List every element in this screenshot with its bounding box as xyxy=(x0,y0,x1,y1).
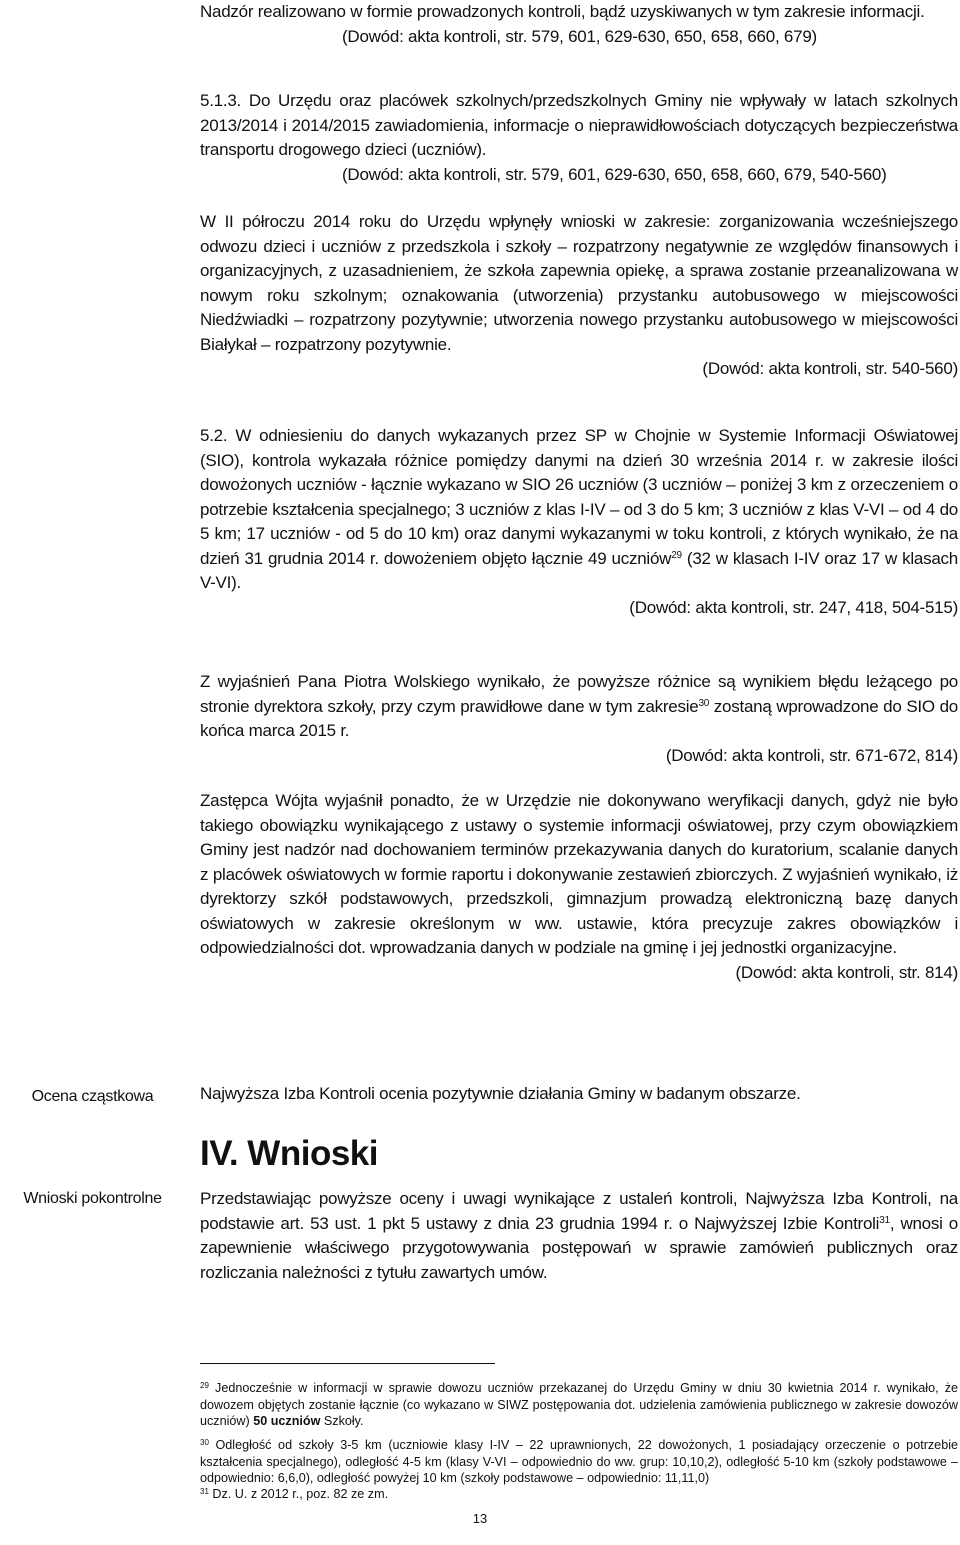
section-5-1-3 xyxy=(200,89,958,187)
footnote-ref-30[interactable]: 30 xyxy=(698,697,710,709)
post-audit-label: Wnioski pokontrolne xyxy=(23,1190,162,1207)
partial-assessment-label: Ocena cząstkowa xyxy=(31,1088,154,1105)
evidence-reference: (Dowód: akta kontroli, str. 579, 601, 629-630, 650, 658, 660, 679, 540-560) xyxy=(342,164,887,184)
evidence-reference: (Dowód: akta kontroli, str. 671-672, 814) xyxy=(665,745,958,765)
explanations-text-end: zostaną wprowadzone do SIO do końca marca 2015 r. xyxy=(200,696,958,740)
post-audit-block xyxy=(200,1187,958,1285)
footnote-30 xyxy=(200,1437,958,1487)
section-5-1-3-paragraph: 5.1.3. Do Urzędu oraz placówek szkolnych/przedszkolnych Gminy nie wpływały w latach szkolnych 2013/2014 i 2014/2015 zawiadomienia, informacje o nieprawidłowościach dotyczących bezpieczeństwa transportu drogowego dzieci (uczniów). xyxy=(200,91,958,159)
explanations-text: Z wyjaśnień Pana Piotra Wolskiego wynikało, że powyższe różnice są wynikiem błędu leżącego po stronie dyrektora szkoły, przy czym prawidłowe dane w tym zakresie xyxy=(200,672,958,716)
intro-paragraph: Nadzór realizowano w formie prowadzonych kontroli, bądź uzyskiwanych w tym zakresie informacji. xyxy=(200,2,925,21)
section-5-2-paragraph xyxy=(200,424,958,596)
explanations-paragraph xyxy=(200,670,958,744)
footnote-31 xyxy=(200,1486,958,1503)
deputy-paragraph: Zastępca Wójta wyjaśnił ponadto, że w Urzędzie nie dokonywano weryfikacji danych, gdyż nie było takiego obowiązku wynikającego z ustawy o systemie informacji oświatowej, przy czym obowiązkiem Gminy jest nadzór nad dochowaniem terminów przekazywania danych do kuratorium, scalanie danych z placówek oświatowych w formie raportu i dokonywanie zestawień zbiorczych. Z wyjaśnień wynikało, iż dyrektorzy szkół podstawowych, przedszkoli, gimnazjum prowadzą elektroniczną bazę danych oświatowych w zakresie określonym w ww. ustawie, która precyzuje zakres obowiązków i odpowiedzialności dot. wprowadzania danych w podziale na gminę i jej jednostki organizacyjne. xyxy=(200,791,958,957)
footnote-text-end: Szkoły. xyxy=(320,1414,364,1428)
footnote-number: 29 xyxy=(200,1381,209,1390)
section-heading: IV. Wnioski xyxy=(200,1134,378,1173)
footnote-ref-29[interactable]: 29 xyxy=(671,549,682,561)
partial-assessment-text: Najwyższa Izba Kontroli ocenia pozytywnie działania Gminy w badanym obszarze. xyxy=(200,1084,801,1103)
post-audit-text: Przedstawiając powyższe oceny i uwagi wynikające z ustaleń kontroli, Najwyższa Izba Kontroli, na podstawie art. 53 ust. 1 pkt 5 ustawy z dnia 23 grudnia 1994 r. o Najwyższej Izbie Kontroli xyxy=(200,1189,958,1233)
footnote-text: Jednocześnie w informacji w sprawie dowozu uczniów przekazanej do Urzędu Gminy w dniu 30 kwietnia 2014 r. wynikało, że dowozem objętych zostanie łącznie (co wykazano w SIWZ postępowania dot. udzielenia zamówienia publicznego w zakresie dowozów uczniów) xyxy=(200,1381,958,1428)
footnote-text: Odległość od szkoły 3-5 km (uczniowie klasy I-IV – 22 uprawnionych, 22 dowożonych, 1 posiadający orzeczenie o potrzebie kształcenia specjalnego), odległość 4-5 km (klasy V-VI – odpowiednio do ww. grup: 10,10,2), odległość 5-10 km (szkoły podstawowe – odpowiednio: 6,6,0), odległość powyżej 10 km (szkoły podstawowe – odpowiednio: 11,11,0) xyxy=(200,1438,958,1485)
footnote-number: 30 xyxy=(200,1438,209,1447)
explanations-block xyxy=(200,670,958,768)
page-number: 13 xyxy=(472,1511,488,1526)
evidence-reference: (Dowód: akta kontroli, str. 814) xyxy=(735,962,958,982)
section-5-2-text-end: (32 w klasach I-IV oraz 17 w klasach V-VI). xyxy=(200,548,958,592)
footnote-29 xyxy=(200,1380,958,1430)
evidence-reference: (Dowód: akta kontroli, str. 579, 601, 629-630, 650, 658, 660, 679) xyxy=(342,26,817,46)
section-5-2-text: 5.2. W odniesieniu do danych wykazanych przez SP w Chojnie w Systemie Informacji Oświatowej (SIO), kontrola wykazała różnice pomiędzy danymi na dzień 30 września 2014 r. w zakresie ilości dowożonych uczniów - łącznie wykazano w SIO 26 uczniów (3 uczniów – poniżej 3 km z orzeczeniem o potrzebie kształcenia specjalnego; 3 uczniów z klas I-IV – od 3 do 5 km; 3 uczniów z klas V-VI – od 4 do 5 km; 17 uczniów - od 5 do 10 km) oraz danymi wykazanymi w toku kontroli, z których wynikało, że na dzień 31 grudnia 2014 r. dowożeniem objęto łącznie 49 uczniów xyxy=(200,426,958,568)
intro-block xyxy=(200,0,958,49)
evidence-reference: (Dowód: akta kontroli, str. 540-560) xyxy=(702,359,958,378)
partial-assessment-block xyxy=(200,1082,958,1107)
requests-paragraph: W II półroczu 2014 roku do Urzędu wpłynęły wnioski w zakresie: zorganizowania wcześniejszego odwozu dzieci i uczniów z przedszkola i szkoły – rozpatrzony negatywnie ze względów finansowych i organizacyjnych, z uzasadnieniem, że szkoła zapewnia opiekę, a sprawa zostanie przeanalizowana w nowym roku szkolnym; oznakowania (utworzenia) przystanku autobusowego w miejscowości Niedźwiadki – rozpatrzony pozytywnie; utworzenia nowego przystanku autobusowego w miejscowości Białykał – rozpatrzony pozytywnie. xyxy=(200,212,958,354)
footnote-text: Dz. U. z 2012 r., poz. 82 ze zm. xyxy=(208,1487,389,1501)
deputy-block xyxy=(200,789,958,985)
footnote-ref-31[interactable]: 31 xyxy=(879,1214,890,1226)
footnote-number: 31 xyxy=(200,1487,209,1496)
section-5-2 xyxy=(200,424,958,620)
post-audit-text-end: , wnosi o zapewnienie właściwego przygotowywania postępowań w sprawie zamówień publicznych oraz rozliczania należności z tytułu zawartych umów. xyxy=(200,1213,958,1282)
post-audit-paragraph xyxy=(200,1187,958,1285)
footnote-separator xyxy=(200,1363,495,1364)
footnote-bold-text: 50 uczniów xyxy=(253,1414,321,1428)
requests-block xyxy=(200,210,958,382)
evidence-reference: (Dowód: akta kontroli, str. 247, 418, 504-515) xyxy=(629,597,958,617)
